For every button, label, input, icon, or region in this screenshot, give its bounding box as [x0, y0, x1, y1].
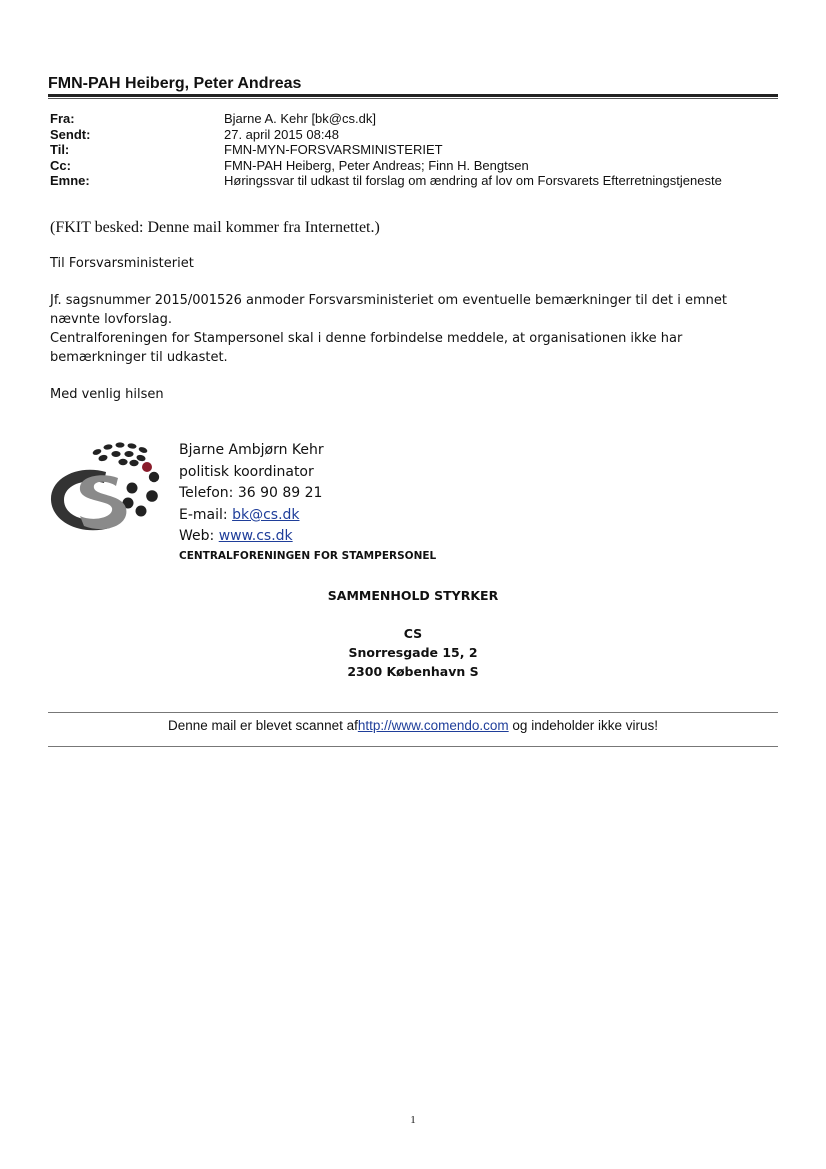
header-rule-thin [48, 98, 778, 99]
security-notice: (FKIT besked: Denne mail kommer fra Internettet.) [50, 219, 380, 236]
field-from [50, 111, 722, 127]
field-cc-value: FMN-PAH Heiberg, Peter Andreas; Finn H. Bengtsen [224, 157, 529, 173]
field-from-value: Bjarne A. Kehr [bk@cs.dk] [224, 111, 376, 126]
address-line-2: Snorresgade 15, 2 [348, 645, 478, 660]
scan-notice-link[interactable]: http://www.comendo.com [357, 718, 509, 733]
phone-label: Telefon: [179, 485, 234, 502]
web-label: Web: [179, 528, 215, 545]
paragraph-2: Centralforeningen for Stampersonel skal i denne forbindelse meddele, at organisationen ikke har bemærkninger til udkastet. [50, 331, 683, 365]
field-to [50, 142, 722, 158]
signature-role: politisk koordinator [179, 463, 314, 480]
signature-phone [179, 483, 436, 505]
greeting: Til Forsvarsministeriet [50, 256, 194, 271]
document-owner: FMN-PAH Heiberg, Peter Andreas [48, 75, 302, 92]
field-sent-label: Sendt: [50, 126, 91, 142]
signature-organization: CENTRALFORENINGEN FOR STAMPERSONEL [179, 549, 437, 562]
field-from-label: Fra: [50, 111, 75, 126]
scan-notice-suffix: og indeholder ikke virus! [508, 718, 659, 733]
closing: Med venlig hilsen [50, 387, 164, 402]
email-header-fields [50, 111, 722, 189]
scan-rule-bottom [48, 746, 778, 747]
cs-logo-icon [48, 438, 168, 538]
signature-name: Bjarne Ambjørn Kehr [179, 442, 324, 458]
field-subject-label: Emne: [50, 173, 90, 188]
phone-value: 36 90 89 21 [237, 485, 323, 502]
header-rule-thick [48, 94, 778, 97]
email-link[interactable]: bk@cs.dk [232, 506, 300, 523]
page-number: 1 [410, 1114, 416, 1126]
field-subject [50, 173, 722, 189]
field-to-label: Til: [50, 142, 70, 157]
signature-web [179, 526, 436, 548]
address-line-1: CS [403, 626, 423, 641]
field-cc-label: Cc: [50, 157, 71, 173]
field-sent-value: 27. april 2015 08:48 [224, 126, 339, 142]
motto: SAMMENHOLD STYRKER [327, 588, 499, 603]
signature-email [179, 505, 436, 527]
field-to-value: FMN-MYN-FORSVARSMINISTERIET [224, 142, 443, 157]
email-label: E-mail: [179, 506, 228, 523]
scan-notice-text: Denne mail er blevet scannet af [167, 718, 358, 733]
signature-block [179, 440, 436, 564]
field-sent [50, 127, 722, 143]
address-line-3: 2300 København S [347, 664, 479, 679]
paragraph-1: Jf. sagsnummer 2015/001526 anmoder Forsvarsministeriet om eventuelle bemærkninger til det i emnet nævnte lovforslag. [50, 293, 727, 327]
scan-rule-top [48, 712, 778, 713]
scan-notice [0, 718, 826, 733]
field-subject-value: Høringssvar til udkast til forslag om ændring af lov om Forsvarets Efterretningstjeneste [224, 173, 722, 188]
field-cc [50, 158, 722, 174]
web-link[interactable]: www.cs.dk [218, 528, 293, 545]
